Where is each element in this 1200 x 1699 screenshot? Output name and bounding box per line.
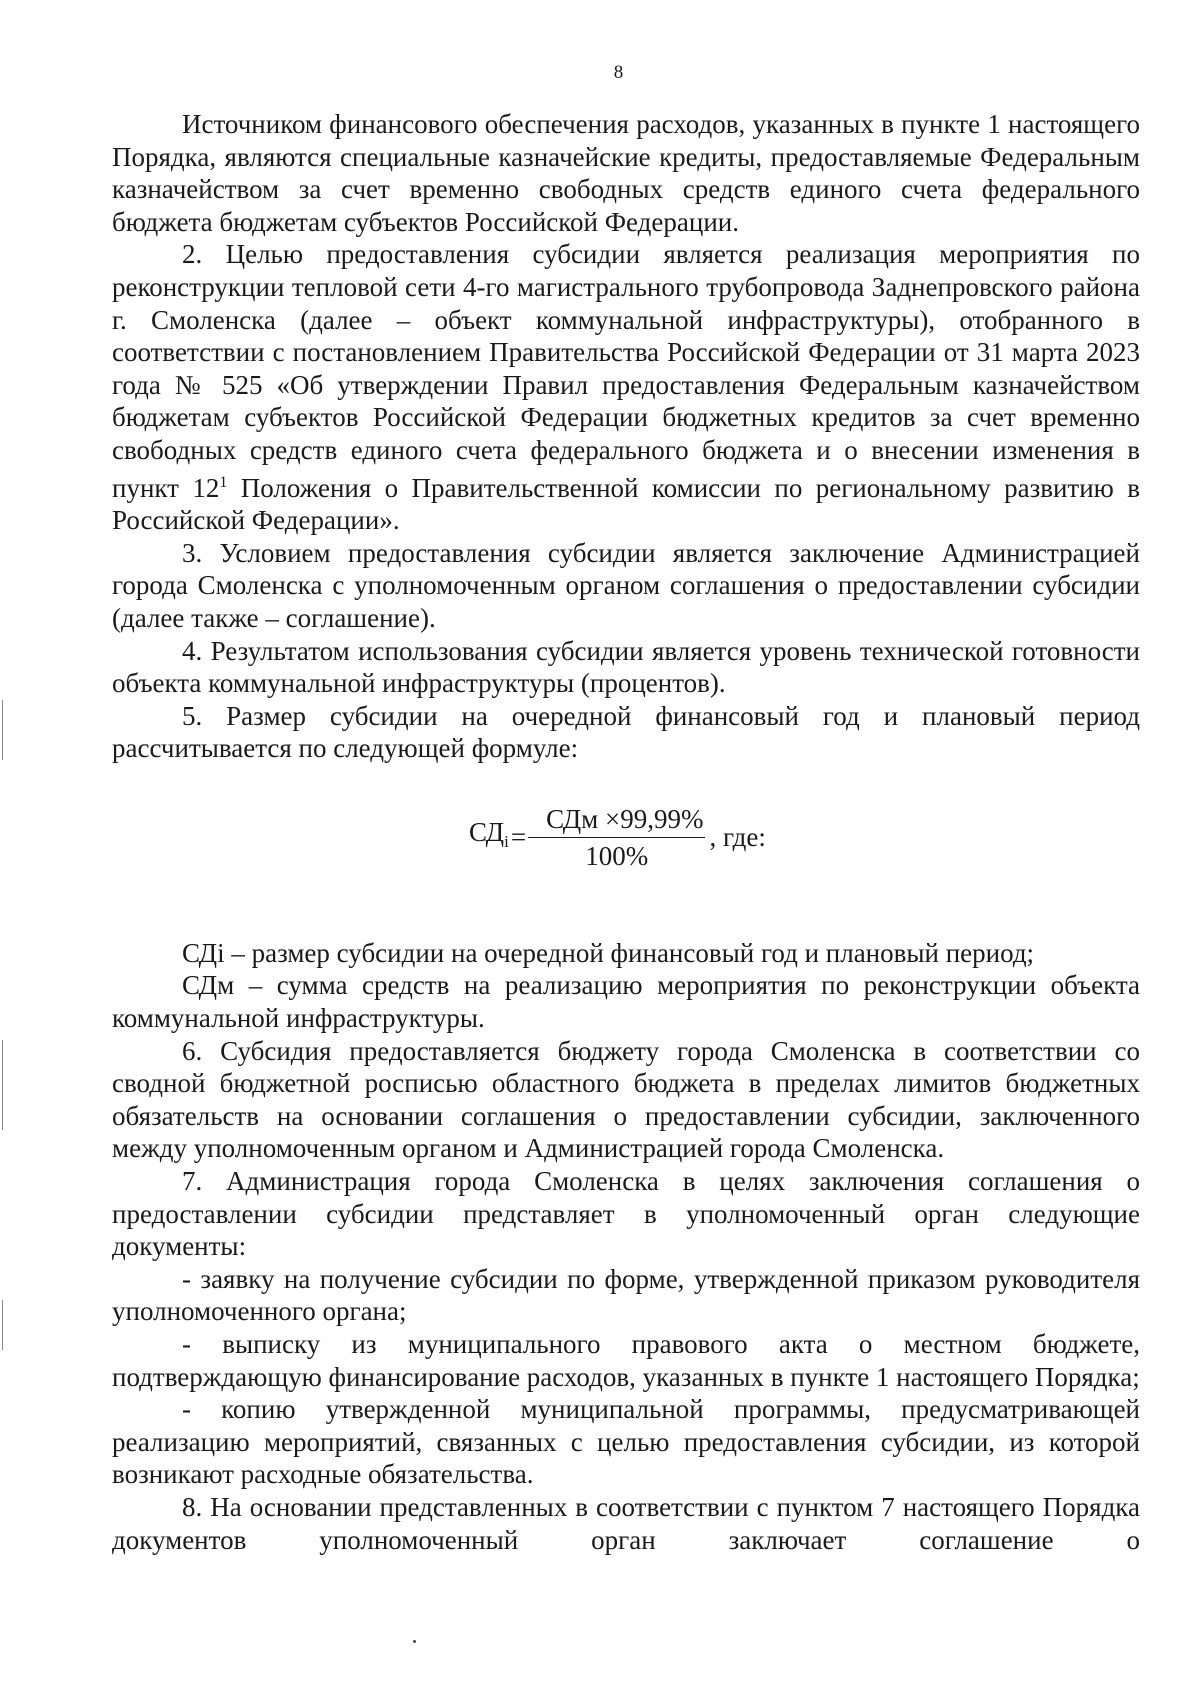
superscript: 1	[219, 473, 228, 491]
definition-sdi: СДi – размер субсидии на очередной финансовый год и плановый период;	[182, 937, 1035, 968]
paragraph-2-text-end: Положения о Правительственной комиссии по региональному развитию в Российской Федерации».	[112, 472, 1140, 536]
formula-fraction	[528, 803, 705, 872]
list-item-program-copy: - копию утвержденной муниципальной программы, предусматривающей реализацию мероприятий, связанных с целью предоставления субсидии, из которой возникают расходные обязательства.	[112, 1394, 1140, 1490]
formula-numerator: СДм ×99,99%	[528, 803, 705, 838]
scan-edge-mark	[2, 700, 3, 760]
page-number: 8	[613, 62, 624, 83]
paragraph-7-documents: 7. Администрация города Смоленска в целях заключения соглашения о предоставлении субсидии представляет в уполномоченный орган следующие документы:	[112, 1166, 1140, 1262]
formula-tail: , где:	[709, 822, 766, 853]
paragraph-4-result: 4. Результатом использования субсидии является уровень технической готовности объекта коммунальной инфраструктуры (процентов).	[112, 635, 1140, 699]
scan-edge-mark	[2, 1040, 3, 1130]
formula-lhs-subscript: i	[504, 832, 509, 852]
formula-denominator: 100%	[585, 840, 649, 871]
list-item-application: - заявку на получение субсидии по форме, утвержденной приказом руководителя уполномоченного органа;	[112, 1263, 1140, 1327]
subsidy-formula	[469, 803, 766, 872]
formula-equals: =	[510, 822, 527, 853]
paragraph-5-size: 5. Размер субсидии на очередной финансовый год и плановый период рассчитывается по следующей формуле:	[112, 700, 1140, 764]
paragraph-2-purpose	[112, 238, 1140, 536]
paragraph-6-provision: 6. Субсидия предоставляется бюджету города Смоленска в соответствии со сводной бюджетной росписью областного бюджета в пределах лимитов бюджетных обязательств на основании соглашения о предоставлении субсидии, заключенного между уполномоченным органом и Администрацией города Смоленска.	[112, 1035, 1140, 1164]
formula-lhs-symbol: СД	[469, 817, 505, 848]
definition-sdm: СДм – сумма средств на реализацию мероприятия по реконструкции объекта коммунальной инфраструктуры.	[112, 970, 1140, 1034]
paragraph-funding-source: Источником финансового обеспечения расходов, указанных в пункте 1 настоящего Порядка, являются специальные казначейские кредиты, предоставляемые Федеральным казначейством за счет временно свободных средств единого счета федерального бюджета бюджетам субъектов Российской Федерации.	[112, 109, 1140, 237]
list-item-extract: - выписку из муниципального правового акта о местном бюджете, подтверждающую финансирование расходов, указанных в пункте 1 настоящего Порядка;	[112, 1329, 1140, 1392]
paragraph-8-agreement: 8. На основании представленных в соответствии с пунктом 7 настоящего Порядка документов уполномоченный орган заключает соглашение о	[112, 1491, 1140, 1555]
paragraph-2-text: 2. Целью предоставления субсидии является реализация мероприятия по реконструкции тепловой сети 4-го магистрального трубопровода Заднепровского района г. Смоленска (далее – объект коммунальной инфраструктуры), отобранного в соответствии с постановлением Правительства Российской Федерации от 31 марта 2023 года № 525 «Об утверждении Правил предоставления Федеральным казначейством бюджетам субъектов Российской Федерации бюджетных кредитов за счет временно свободных средств единого счета федерального бюджета и о внесении изменения в пункт 12	[112, 239, 1140, 503]
formula-block	[112, 765, 1140, 937]
scan-speck	[413, 1640, 416, 1643]
formula-lhs	[469, 816, 511, 859]
scan-edge-mark	[2, 1300, 3, 1350]
document-body	[112, 108, 1140, 1556]
paragraph-3-condition: 3. Условием предоставления субсидии является заключение Администрацией города Смоленска с уполномоченным органом соглашения о предоставлении субсидии (далее также – соглашение).	[112, 537, 1140, 633]
